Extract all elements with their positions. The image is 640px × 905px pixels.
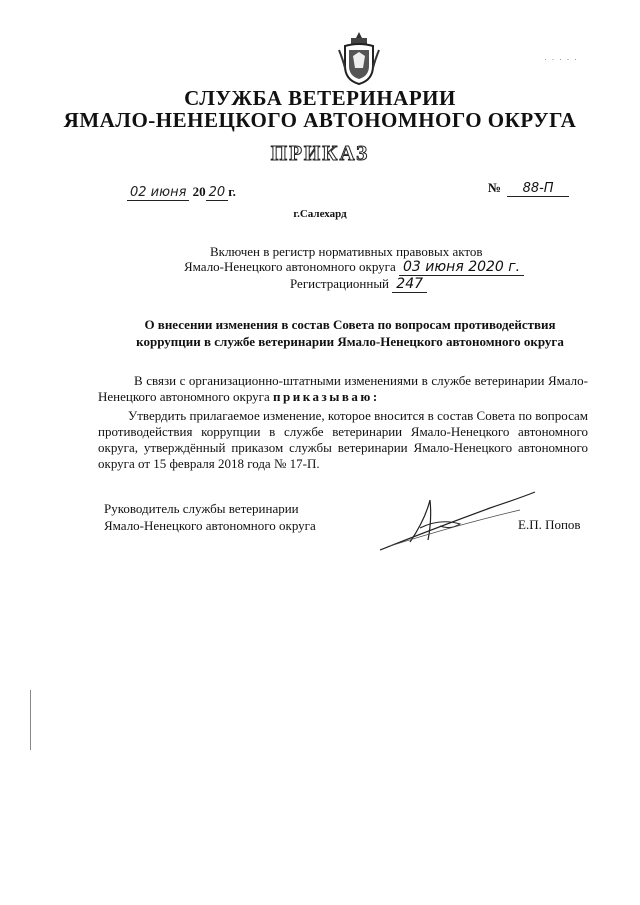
year-prefix: 20 [192,184,206,199]
date-handwritten: 02 июня [127,185,189,201]
paragraph-1-order-word: приказываю: [273,389,380,404]
paragraph-2: Утвердить прилагаемое изменение, которое вносится в состав Совета по вопросам противодействия коррупции в службе ветеринарии Ямало-Ненецкого автономного округа, утверждённый приказом службы ветеринарии Ямало-Ненецкого автономного округа от 15 февраля 2018 года № 17-П. [98,408,588,471]
registry-line1: Включен в регистр нормативных правовых актов [210,244,483,259]
signatory-name: Е.П. Попов [518,517,581,532]
registry-number-handwritten: 247 [392,276,427,293]
registry-date-handwritten: 03 июня 2020 г. [399,259,524,276]
signatory-position [104,500,316,534]
year-handwritten: 20 [206,185,229,201]
order-number [488,180,569,197]
paragraph-1 [98,373,588,405]
position-line1: Руководитель службы ветеринарии [104,501,299,516]
registry-line2 [184,259,524,276]
subject-line1: О внесении изменения в состав Совета по вопросам противодействия [144,317,556,332]
paragraph-1-text: В связи с организационно-штатными изменениями в службе ветеринарии Ямало-Ненецкого автономного округа [98,373,588,404]
handwritten-signature [370,480,540,560]
city: г.Салехард [293,208,347,220]
subject-line2: коррупции в службе ветеринарии Ямало-Ненецкого автономного округа [136,334,564,349]
scan-margin-line [30,690,31,750]
order-subject [100,316,600,350]
service-title-line2: ЯМАЛО-НЕНЕЦКОГО АВТОНОМНОГО ОКРУГА [63,108,577,132]
position-line2: Ямало-Ненецкого автономного округа [104,518,316,533]
registry-line3-text: Регистрационный [290,276,390,291]
number-handwritten: 88-П [507,181,569,197]
number-label: № [488,180,502,195]
registry-line2-text: Ямало-Ненецкого автономного округа [184,259,396,274]
order-title: ПРИКАЗ [270,141,370,165]
year-suffix: г. [228,184,236,199]
service-title-line1: СЛУЖБА ВЕТЕРИНАРИИ [184,86,456,110]
registry-line3 [290,276,427,293]
order-date [127,184,236,201]
coat-of-arms-icon [337,30,381,86]
scan-mark: · · · · · [544,54,578,64]
